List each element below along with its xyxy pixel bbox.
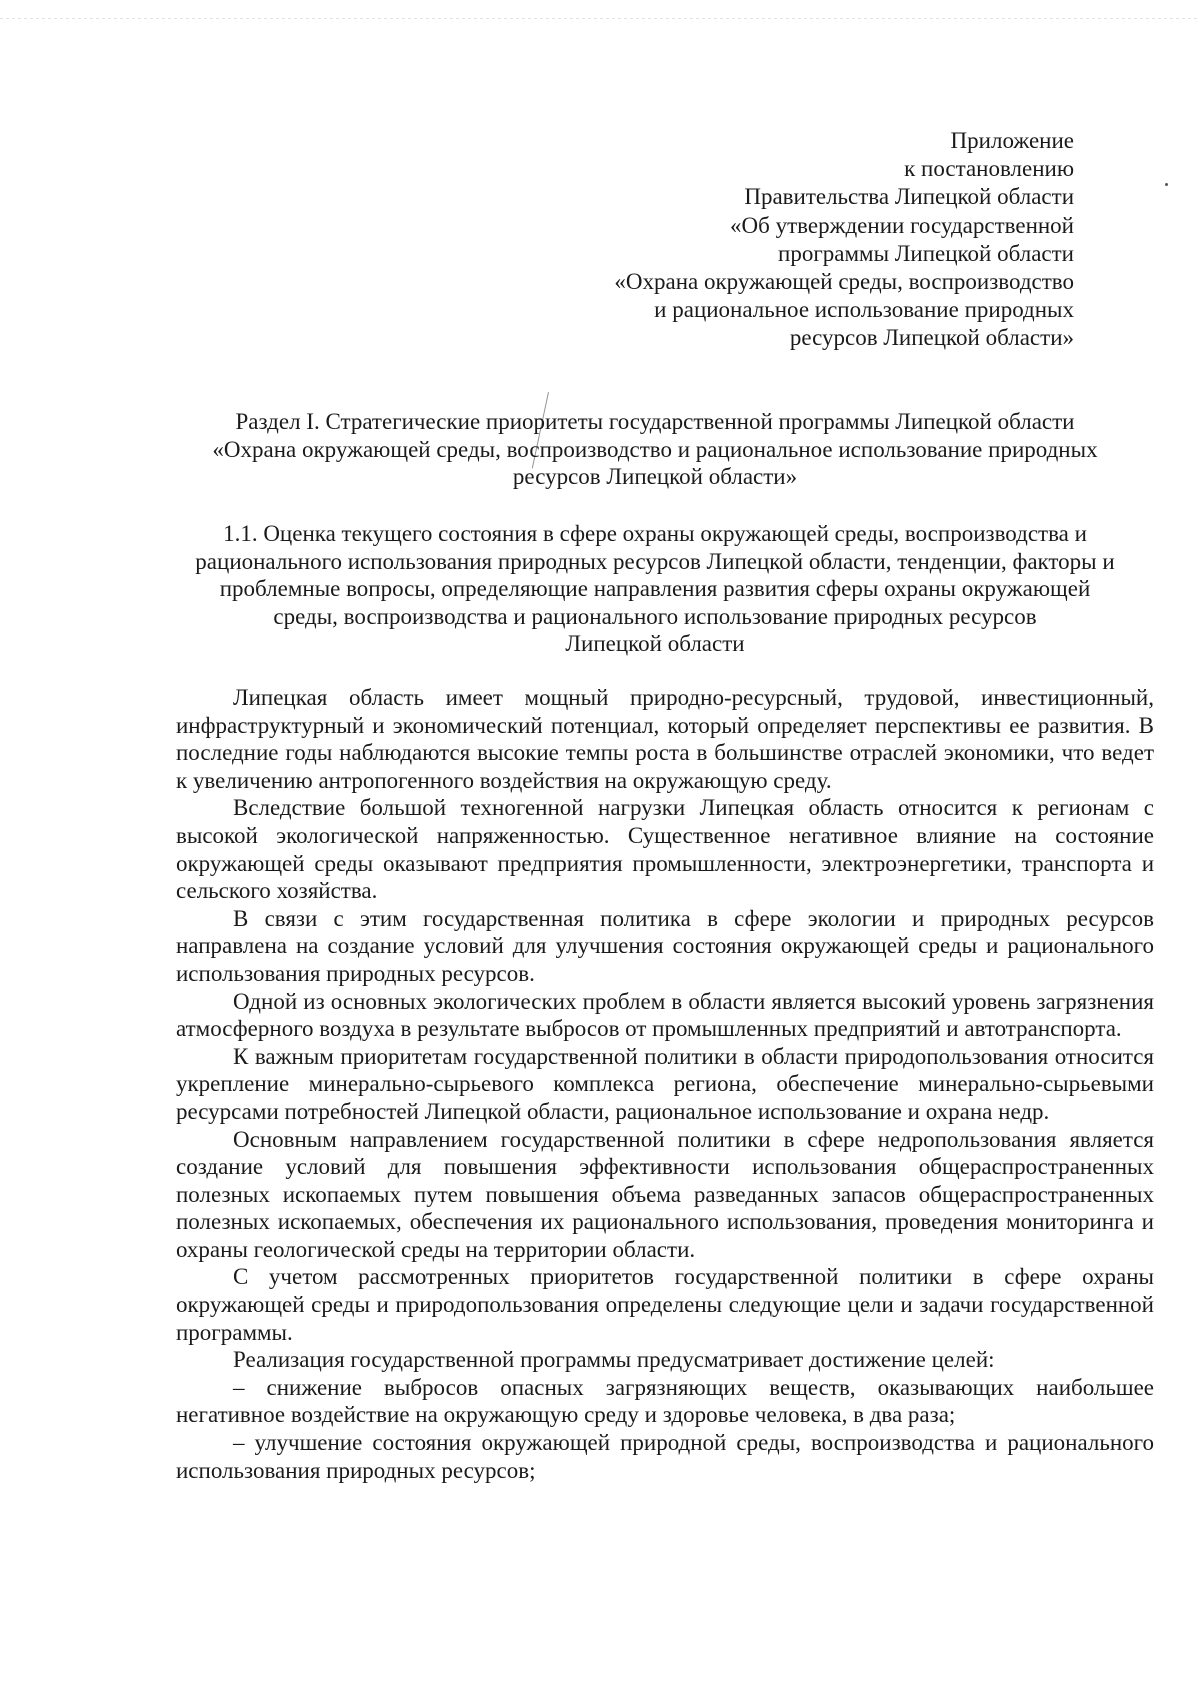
subsection-title-line: Липецкой области bbox=[565, 631, 745, 656]
appendix-line: Правительства Липецкой области bbox=[744, 184, 1074, 210]
appendix-header bbox=[614, 127, 1074, 353]
appendix-line: «Охрана окружающей среды, воспроизводство bbox=[614, 269, 1074, 295]
subsection-title-line: рационального использования природных ресурсов Липецкой области, тенденции, факторы и bbox=[195, 548, 1115, 574]
list-item-goal: – снижение выбросов опасных загрязняющих веществ, оказывающих наибольшее негативное воздействие на окружающую среду и здоровье человека, в два раза; bbox=[176, 1374, 1154, 1428]
list-item-goal: – улучшение состояния окружающей природной среды, воспроизводства и рационального использования природных ресурсов; bbox=[176, 1430, 1154, 1483]
paragraph: К важным приоритетам государственной политики в области природопользования относится укрепление минерально-сырьевого комплекса региона, обеспечение минерально-сырьевыми ресурсами потребностей Липецкой области, рациональное использование и охрана недр. bbox=[176, 1043, 1154, 1124]
section-title bbox=[170, 408, 1140, 491]
paragraph: Липецкая область имеет мощный природно-ресурсный, трудовой, инвестиционный, инфраструктурный и экономический потенциал, который определяет перспективы ее развития. В последние годы наблюдаются высокие темпы роста в большинстве отраслей экономики, что ведет к увеличению антропогенного воздействия на окружающую среду. bbox=[176, 685, 1154, 793]
appendix-line: программы Липецкой области bbox=[778, 240, 1074, 266]
scan-speck bbox=[1165, 183, 1168, 186]
section-title-line: Раздел I. Стратегические приоритеты государственной программы Липецкой области bbox=[235, 409, 1075, 434]
paragraph: Одной из основных экологических проблем в области является высокий уровень загрязнения атмосферного воздуха в результате выбросов от промышленных предприятий и автотранспорта. bbox=[176, 988, 1154, 1042]
subsection-title-line: проблемные вопросы, определяющие направления развития сферы охраны окружающей bbox=[219, 576, 1091, 601]
appendix-line: Приложение bbox=[950, 128, 1074, 153]
section-title-line: «Охрана окружающей среды, воспроизводство и рациональное использование природных bbox=[212, 436, 1098, 462]
paragraph: Реализация государственной программы предусматривает достижение целей: bbox=[233, 1347, 995, 1373]
appendix-line: к постановлению bbox=[904, 156, 1074, 182]
appendix-line: и рациональное использование природных bbox=[654, 297, 1074, 323]
body-text bbox=[176, 684, 1154, 1484]
paragraph: С учетом рассмотренных приоритетов государственной политики в сфере охраны окружающей среды и природопользования определены следующие цели и задачи государственной программы. bbox=[176, 1264, 1154, 1345]
subsection-title-line: среды, воспроизводства и рационального использование природных ресурсов bbox=[273, 603, 1037, 629]
paragraph: Основным направлением государственной политики в сфере недропользования является создание условий для повышения эффективности использования общераспространенных полезных ископаемых путем повышения объема разведанных запасов общераспространенных полезных ископаемых, обеспечения их рационального использования, проведения мониторинга и охраны геологической среды на территории области. bbox=[176, 1126, 1154, 1262]
subsection-title-line: 1.1. Оценка текущего состояния в сфере охраны окружающей среды, воспроизводства и bbox=[223, 521, 1087, 546]
paragraph: Вследствие большой техногенной нагрузки Липецкая область относится к регионам с высокой экологической напряженностью. Существенное негативное влияние на состояние окружающей среды оказывают предприятия промышленности, электроэнергетики, транспорта и сельского хозяйства. bbox=[176, 795, 1154, 904]
paragraph: В связи с этим государственная политика в сфере экологии и природных ресурсов направлена на создание условий для улучшения состояния окружающей среды и рационального использования природных ресурсов. bbox=[176, 905, 1154, 986]
section-title-line: ресурсов Липецкой области» bbox=[512, 464, 798, 489]
scan-top-edge bbox=[0, 18, 1200, 19]
appendix-line: «Об утверждении государственной bbox=[730, 212, 1074, 238]
subsection-title bbox=[170, 520, 1140, 658]
appendix-line: ресурсов Липецкой области» bbox=[789, 325, 1074, 351]
